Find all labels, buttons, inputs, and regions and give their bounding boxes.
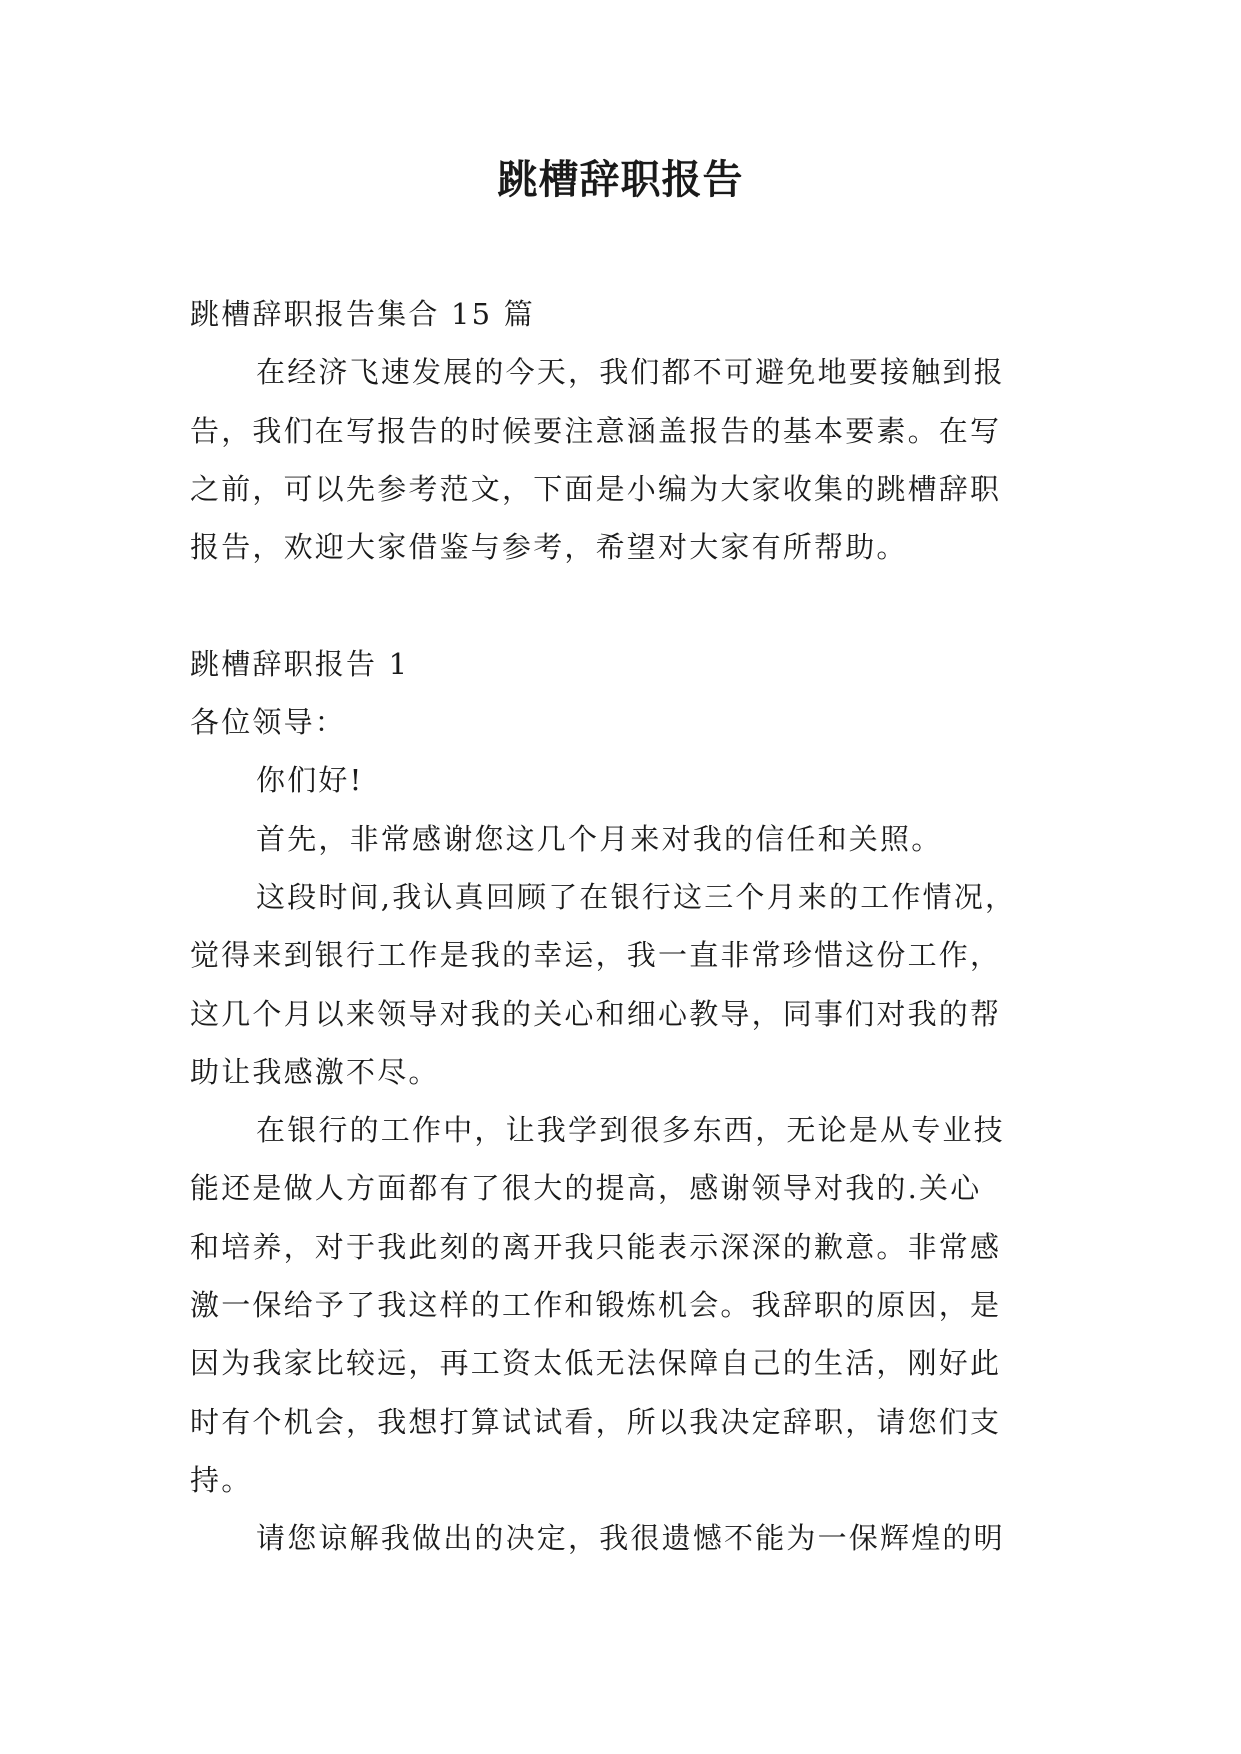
paragraph-line: 能还是做人方面都有了很大的提高，感谢领导对我的.关心 (190, 1171, 982, 1206)
paragraph-line: 觉得来到银行工作是我的幸运，我一直非常珍惜这份工作， (190, 938, 1002, 973)
intro-line: 告，我们在写报告的时候要注意涵盖报告的基本要素。在写 (190, 413, 1002, 448)
paragraph-line: 这段时间,我认真回顾了在银行这三个月来的工作情况， (256, 879, 1017, 914)
document-subtitle: 跳槽辞职报告集合 15 篇 (190, 297, 535, 331)
paragraph-line: 在银行的工作中，让我学到很多东西，无论是从专业技 (256, 1113, 1005, 1148)
paragraph-line: 和培养，对于我此刻的离开我只能表示深深的歉意。非常感 (190, 1229, 1002, 1264)
greeting: 你们好! (256, 763, 364, 798)
paragraph-line: 这几个月以来领导对我的关心和细心教导，同事们对我的帮 (190, 996, 1002, 1031)
paragraph-line: 时有个机会，我想打算试试看，所以我决定辞职，请您们支 (190, 1404, 1002, 1439)
section-heading: 跳槽辞职报告 1 (190, 646, 410, 681)
salutation: 各位领导： (190, 705, 347, 740)
paragraph-line: 助让我感激不尽。 (190, 1054, 440, 1089)
intro-line: 报告，欢迎大家借鉴与参考，希望对大家有所帮助。 (190, 530, 908, 565)
paragraph-line: 持。 (190, 1462, 253, 1497)
intro-line: 在经济飞速发展的今天，我们都不可避免地要接触到报 (256, 355, 1005, 390)
paragraph (190, 1101, 1060, 1509)
document-body (190, 285, 1060, 1568)
intro-paragraph (190, 343, 1060, 576)
blank-line (190, 576, 1060, 634)
intro-line: 之前，可以先参考范文，下面是小编为大家收集的跳槽辞职 (190, 471, 1002, 506)
document-title: 跳槽辞职报告 (497, 157, 744, 203)
paragraph-line: 首先，非常感谢您这几个月来对我的信任和关照。 (256, 821, 943, 856)
paragraph-line: 因为我家比较远，再工资太低无法保障自己的生活，刚好此 (190, 1346, 1002, 1381)
paragraph (190, 1509, 1060, 1567)
paragraph-line: 请您谅解我做出的决定，我很遗憾不能为一保辉煌的明 (256, 1521, 1005, 1556)
paragraph-line: 激一保给予了我这样的工作和锻炼机会。我辞职的原因，是 (190, 1288, 1002, 1323)
paragraph (190, 868, 1060, 1101)
